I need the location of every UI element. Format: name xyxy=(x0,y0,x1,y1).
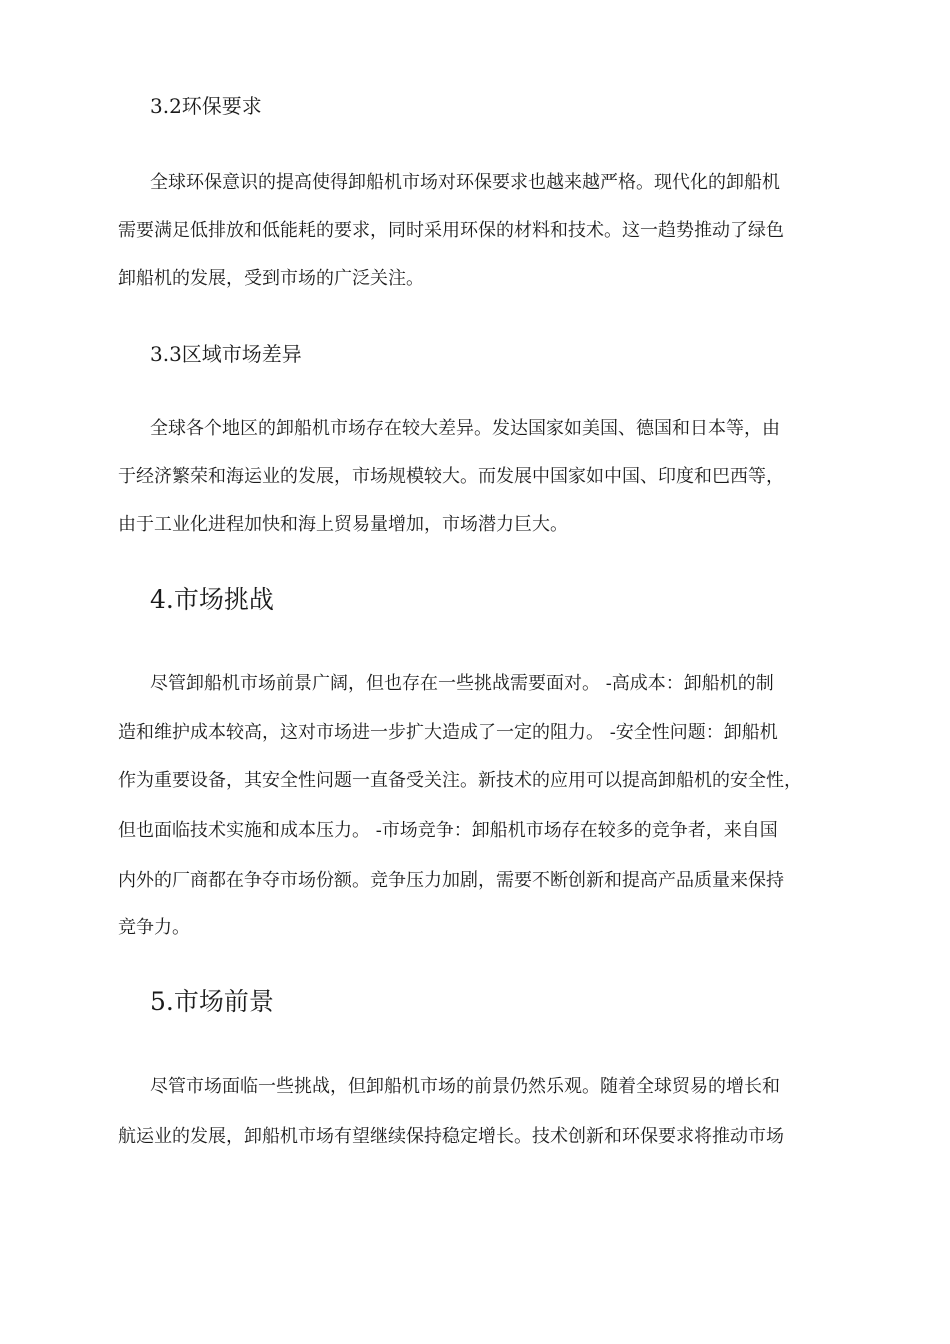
paragraph-line: 航运业的发展，卸船机市场有望继续保持稳定增长。技术创新和环保要求将推动市场 xyxy=(118,1126,784,1147)
paragraph-line: 由于工业化进程加快和海上贸易量增加，市场潜力巨大。 xyxy=(118,514,568,535)
section-heading-region: 3.3区域市场差异 xyxy=(150,342,302,366)
paragraph-line: 全球环保意识的提高使得卸船机市场对环保要求也越来越严格。现代化的卸船机 xyxy=(150,172,780,193)
section-heading-challenge: 4.市场挑战 xyxy=(150,585,274,614)
paragraph-line: 尽管卸船机市场前景广阔，但也存在一些挑战需要面对。 -高成本：卸船机的制 xyxy=(150,673,774,694)
paragraph-line: 竞争力。 xyxy=(118,917,190,938)
paragraph-line: 但也面临技术实施和成本压力。 -市场竞争：卸船机市场存在较多的竞争者，来自国 xyxy=(118,820,778,841)
paragraph-line: 造和维护成本较高，这对市场进一步扩大造成了一定的阻力。 -安全性问题：卸船机 xyxy=(118,722,778,743)
paragraph-line: 作为重要设备，其安全性问题一直备受关注。新技术的应用可以提高卸船机的安全性， xyxy=(118,770,802,791)
paragraph-line: 内外的厂商都在争夺市场份额。竞争压力加剧，需要不断创新和提高产品质量来保持 xyxy=(118,870,784,891)
paragraph-line: 尽管市场面临一些挑战，但卸船机市场的前景仍然乐观。随着全球贸易的增长和 xyxy=(150,1076,780,1097)
paragraph-line: 全球各个地区的卸船机市场存在较大差异。发达国家如美国、德国和日本等，由 xyxy=(150,418,780,439)
paragraph-line: 卸船机的发展，受到市场的广泛关注。 xyxy=(118,268,424,289)
paragraph-line: 需要满足低排放和低能耗的要求，同时采用环保的材料和技术。这一趋势推动了绿色 xyxy=(118,220,784,241)
section-heading-env: 3.2环保要求 xyxy=(150,94,262,118)
paragraph-line: 于经济繁荣和海运业的发展，市场规模较大。而发展中国家如中国、印度和巴西等， xyxy=(118,466,784,487)
section-heading-outlook: 5.市场前景 xyxy=(150,987,274,1016)
